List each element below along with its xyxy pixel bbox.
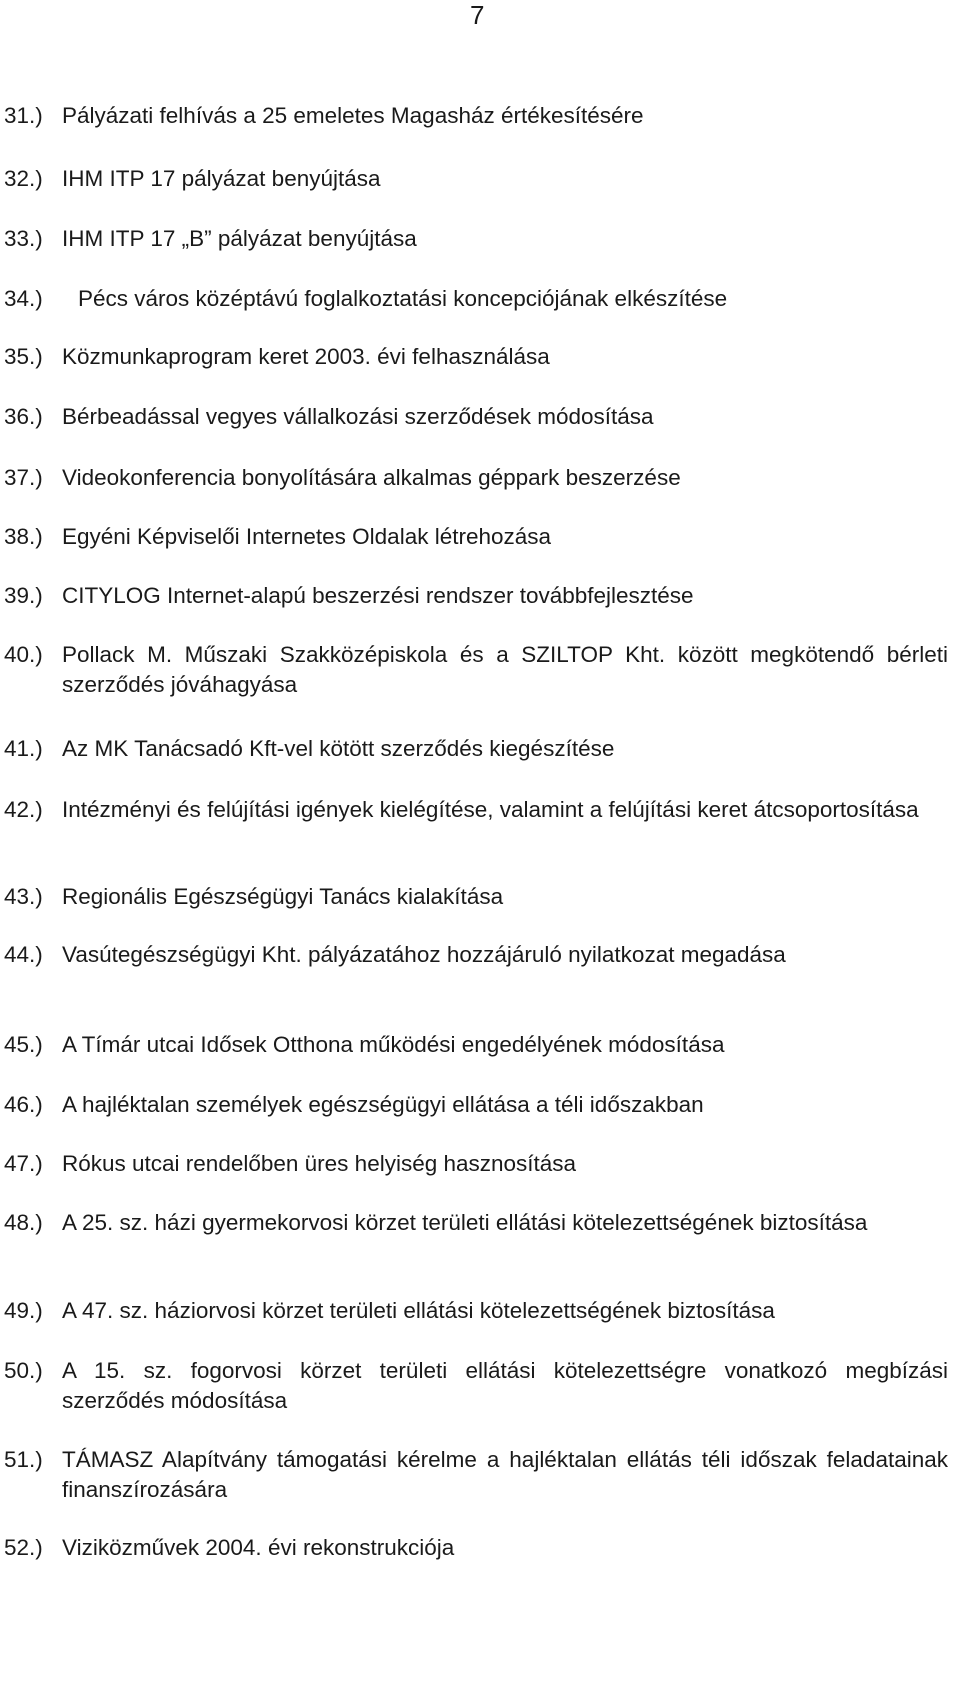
item-text: IHM ITP 17 „B” pályázat benyújtása: [62, 226, 417, 251]
item-number: 31.): [4, 103, 43, 128]
agenda-item-32: [4, 164, 960, 194]
item-number: 39.): [4, 583, 43, 608]
item-text: A 25. sz. házi gyermekorvosi körzet területi ellátási kötelezettségének biztosítása: [62, 1210, 868, 1235]
agenda-item-43: [4, 882, 960, 912]
item-text: Közmunkaprogram keret 2003. évi felhasználása: [62, 344, 550, 369]
item-text: Intézményi és felújítási igények kielégítése, valamint a felújítási keret átcsoportosítása: [62, 797, 919, 822]
item-number: 34.): [4, 286, 43, 311]
item-number: 41.): [4, 736, 43, 761]
agenda-item-37: [4, 463, 960, 493]
item-number: 43.): [4, 884, 43, 909]
item-text: Pécs város középtávú foglalkoztatási koncepciójának elkészítése: [78, 286, 728, 311]
item-text: Az MK Tanácsadó Kft-vel kötött szerződés kiegészítése: [62, 736, 615, 761]
item-number: 48.): [4, 1210, 43, 1235]
agenda-item-44: [4, 940, 960, 970]
item-number: 52.): [4, 1535, 43, 1560]
item-number: 33.): [4, 226, 43, 251]
item-number: 32.): [4, 166, 43, 191]
agenda-item-40: [4, 640, 960, 700]
item-number: 36.): [4, 404, 43, 429]
item-number: 42.): [4, 797, 43, 822]
page-number: 7: [470, 0, 485, 30]
item-text: TÁMASZ Alapítvány támogatási kérelme a hajléktalan ellátás téli időszak feladatainak finanszírozására: [62, 1447, 948, 1502]
item-text: Bérbeadással vegyes vállalkozási szerződések módosítása: [62, 404, 654, 429]
item-number: 44.): [4, 942, 43, 967]
agenda-item-35: [4, 342, 960, 372]
item-number: 51.): [4, 1447, 43, 1472]
agenda-item-39: [4, 581, 960, 611]
item-number: 37.): [4, 465, 43, 490]
item-text: A Tímár utcai Idősek Otthona működési engedélyének módosítása: [62, 1032, 725, 1057]
agenda-item-34: [4, 284, 960, 314]
agenda-item-48: [4, 1208, 960, 1238]
item-text: Rókus utcai rendelőben üres helyiség hasznosítása: [62, 1151, 577, 1176]
agenda-item-31: [4, 101, 960, 131]
item-number: 50.): [4, 1358, 43, 1383]
item-text: A hajléktalan személyek egészségügyi ellátása a téli időszakban: [62, 1092, 704, 1117]
item-text: IHM ITP 17 pályázat benyújtása: [62, 166, 381, 191]
agenda-item-45: [4, 1030, 960, 1060]
item-number: 35.): [4, 344, 43, 369]
agenda-item-51: [4, 1445, 960, 1505]
item-text: A 47. sz. háziorvosi körzet területi ellátási kötelezettségének biztosítása: [62, 1298, 775, 1323]
item-number: 40.): [4, 642, 43, 667]
item-text: Viziközművek 2004. évi rekonstrukciója: [62, 1535, 455, 1560]
agenda-item-52: [4, 1533, 960, 1563]
item-number: 46.): [4, 1092, 43, 1117]
item-text: Pollack M. Műszaki Szakközépiskola és a SZILTOP Kht. között megkötendő bérleti szerződés jóváhagyása: [62, 642, 948, 697]
agenda-item-47: [4, 1149, 960, 1179]
item-number: 47.): [4, 1151, 43, 1176]
item-text: Videokonferencia bonyolítására alkalmas géppark beszerzése: [62, 465, 681, 490]
item-number: 38.): [4, 524, 43, 549]
agenda-item-33: [4, 224, 960, 254]
item-number: 49.): [4, 1298, 43, 1323]
agenda-item-41: [4, 734, 960, 764]
item-text: Vasútegészségügyi Kht. pályázatához hozzájáruló nyilatkozat megadása: [62, 942, 786, 967]
item-text: A 15. sz. fogorvosi körzet területi ellátási kötelezettségre vonatkozó megbízási szerződés módosítása: [62, 1358, 948, 1413]
agenda-item-50: [4, 1356, 960, 1416]
agenda-item-36: [4, 402, 960, 432]
item-number: 45.): [4, 1032, 43, 1057]
item-text: Egyéni Képviselői Internetes Oldalak létrehozása: [62, 524, 552, 549]
agenda-item-46: [4, 1090, 960, 1120]
item-text: Regionális Egészségügyi Tanács kialakítása: [62, 884, 504, 909]
item-text: CITYLOG Internet-alapú beszerzési rendszer továbbfejlesztése: [62, 583, 694, 608]
agenda-item-42: [4, 795, 960, 825]
agenda-item-49: [4, 1296, 960, 1326]
agenda-item-38: [4, 522, 960, 552]
item-text: Pályázati felhívás a 25 emeletes Magasház értékesítésére: [62, 103, 644, 128]
